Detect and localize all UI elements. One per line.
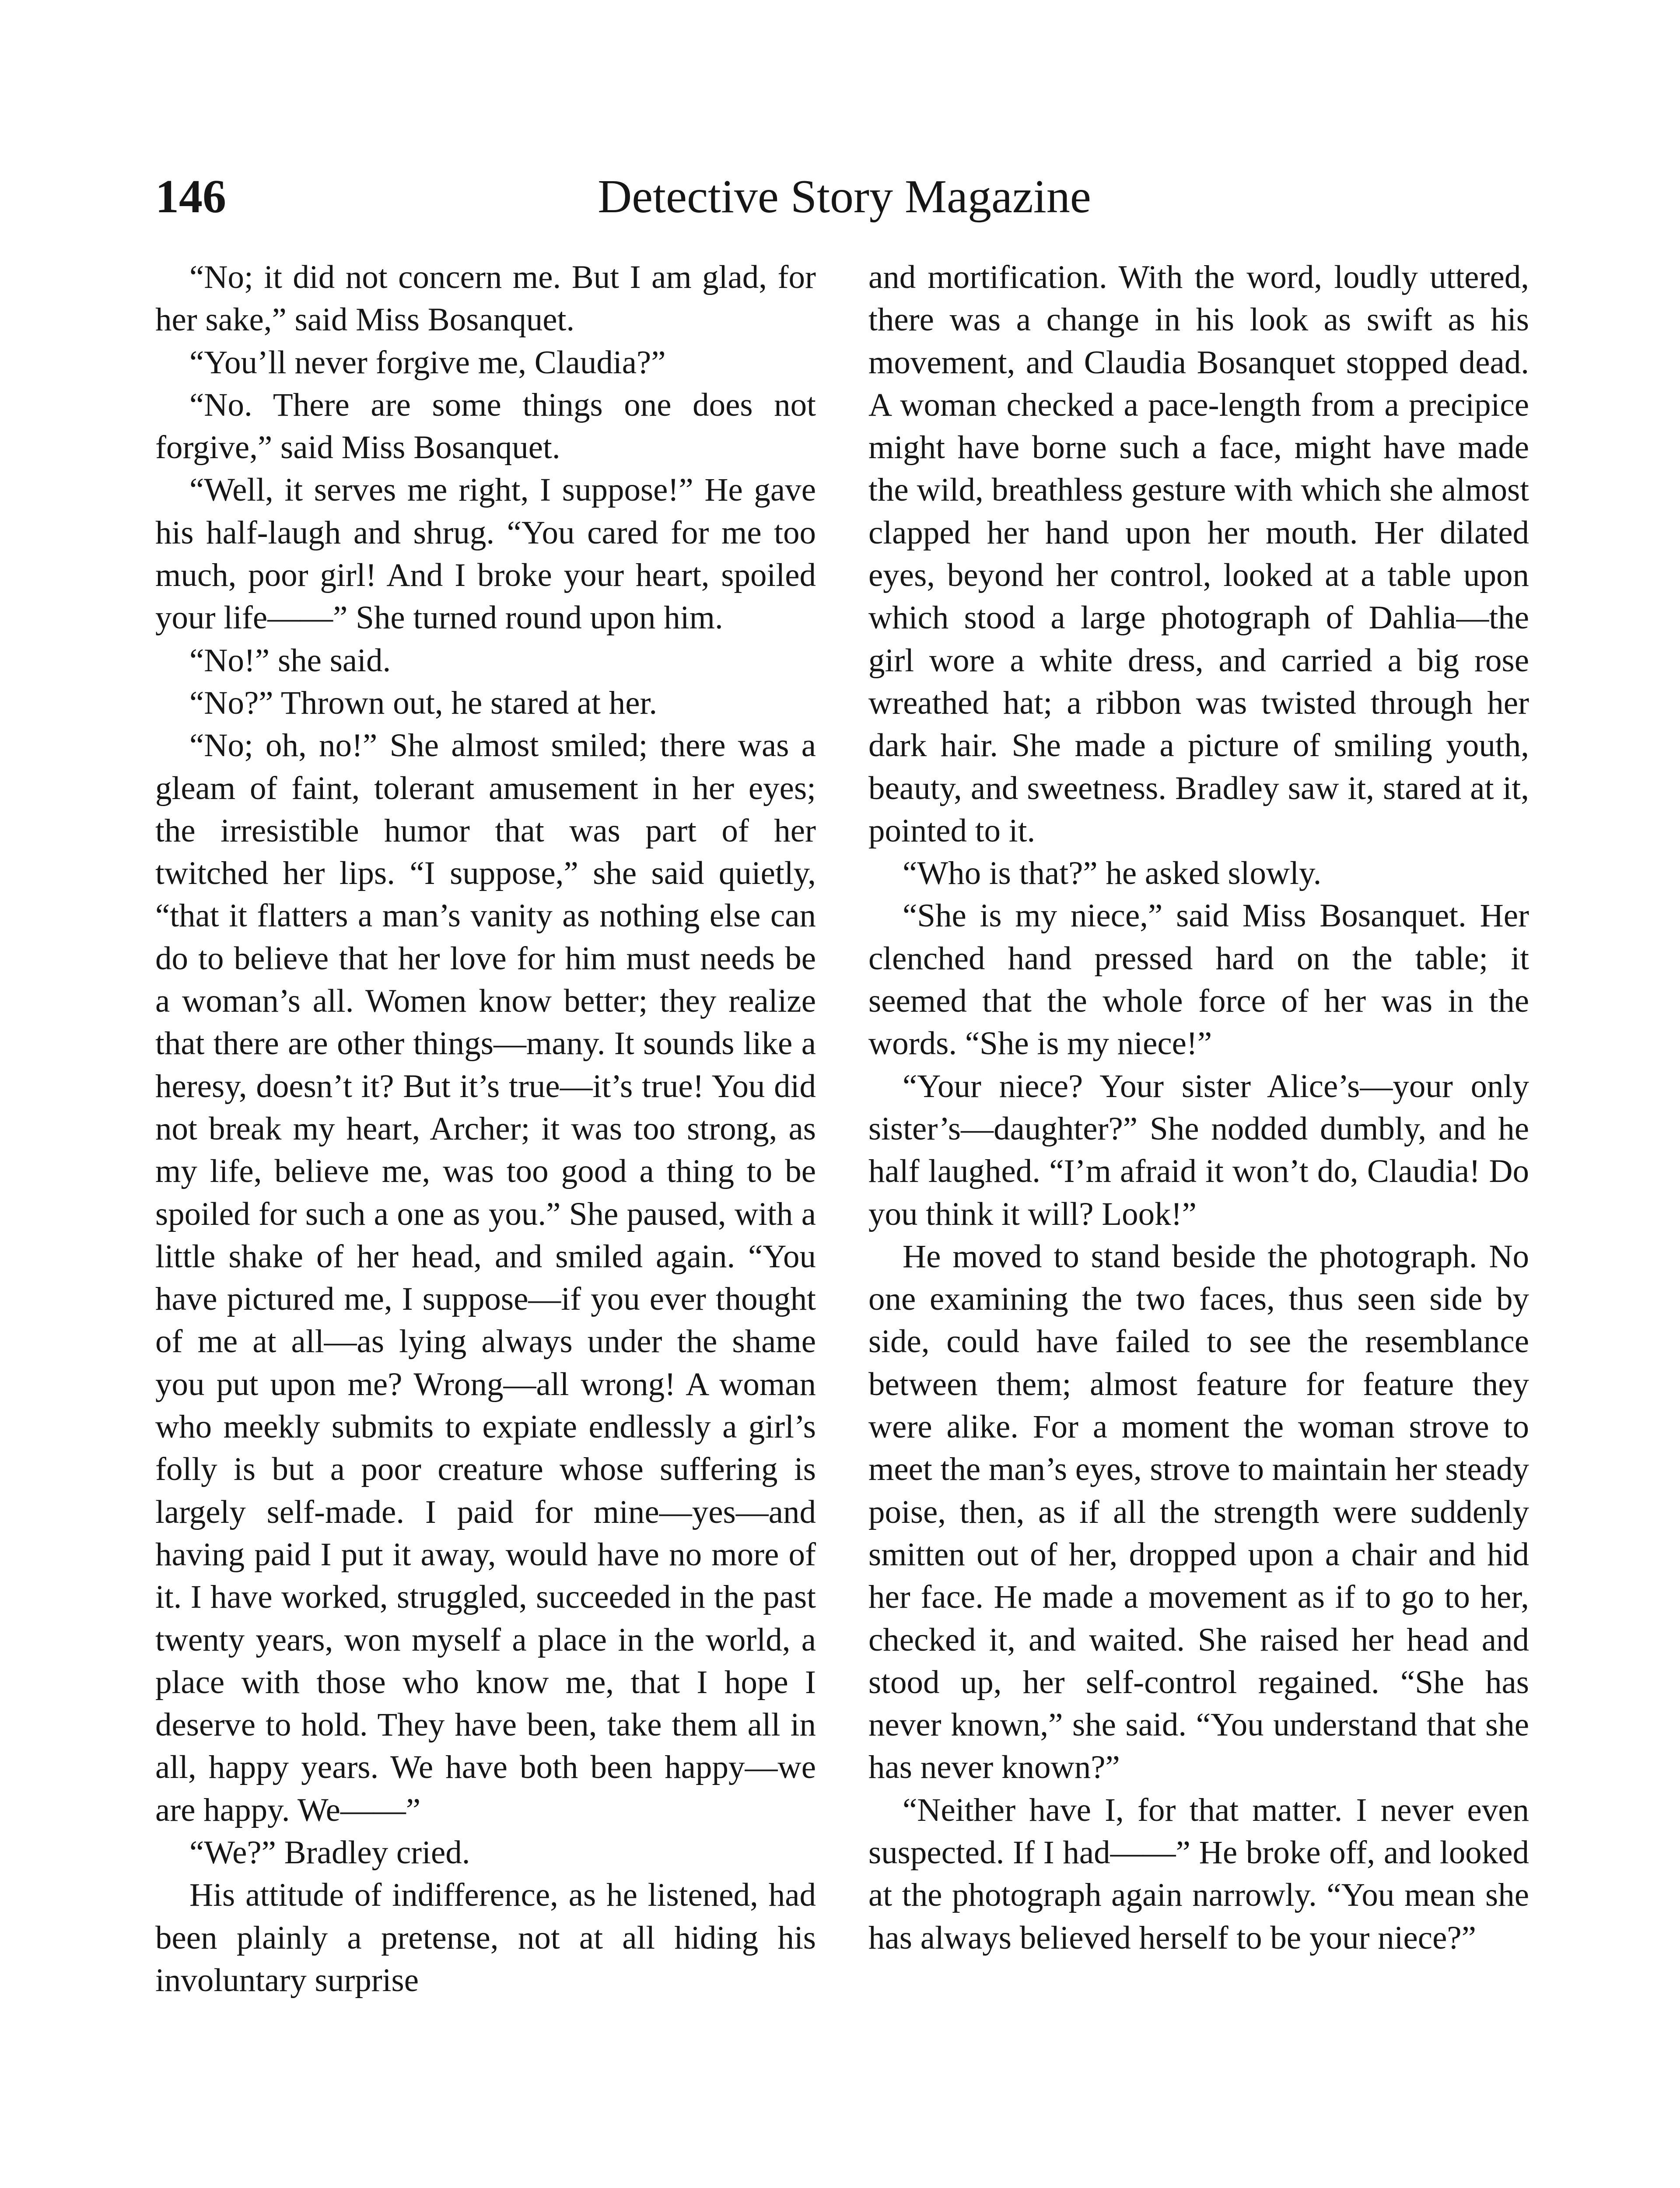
paragraph: “Your niece? Your sister Alice’s—your only sister’s—daughter?” She nodded dumbly, and he half laughed. “I’m afraid it won’t do, Claudia! Do you think it will? Look!” [868, 1068, 1529, 1232]
paragraph: “No; it did not concern me. But I am glad, for her sake,” said Miss Bosanquet. [155, 259, 816, 338]
paragraph: and mortification. With the word, loudly uttered, there was a change in his look as swift as his movement, and Claudia Bosanquet stopped dead. A woman checked a pace-length from a precipice might have borne such a face, might have made the wild, breathless gesture with which she almost clapped her hand upon her mouth. Her dilated eyes, beyond her control, looked at a table upon which stood a large photograph of Dahlia—the girl wore a white dress, and carried a big rose wreathed hat; a ribbon was twisted through her dark hair. She made a picture of smiling youth, beauty, and sweetness. Bradley saw it, stared at it, pointed to it. [868, 259, 1529, 849]
page-number: 146 [155, 171, 226, 223]
paragraph: “Well, it serves me right, I suppose!” He gave his half-laugh and shrug. “You cared for me too much, poor girl! And I broke your heart, spoiled your life——” She turned round upon him. [155, 472, 816, 636]
paragraph: He moved to stand beside the photograph. No one examining the two faces, thus seen side by side, could have failed to see the resemblance between them; almost feature for feature they were alike. For a moment the woman strove to meet the man’s eyes, strove to maintain her steady poise, then, as if all the strength were suddenly smitten out of her, dropped upon a chair and hid her face. He made a movement as if to go to her, checked it, and waited. She raised her head and stood up, her self-control regained. “She has never known,” she said. “You understand that she has never known?” [868, 1238, 1529, 1786]
left-column [155, 256, 816, 2002]
page-header [155, 162, 1533, 232]
right-column [868, 256, 1529, 1959]
page-title: Detective Story Magazine [598, 171, 1091, 223]
paragraph: “No; oh, no!” She almost smiled; there was a gleam of faint, tolerant amusement in her eyes; the irresistible humor that was part of her twitched her lips. “I suppose,” she said quietly, “that it flatters a man’s vanity as nothing else can do to believe that her love for him must needs be a woman’s all. Women know better; they realize that there are other things—many. It sounds like a heresy, doesn’t it? But it’s true—it’s true! You did not break my heart, Archer; it was too strong, as my life, believe me, was too good a thing to be spoiled for such a one as you.” She paused, with a little shake of her head, and smiled again. “You have pictured me, I suppose—if you ever thought of me at all—as lying always under the shame you put upon me? Wrong—all wrong! A woman who meekly submits to expiate endlessly a girl’s folly is but a poor creature whose suffering is largely self-made. I paid for mine—yes—and having paid I put it away, would have no more of it. I have worked, struggled, succeeded in the past twenty years, won myself a place in the world, a place with those who know me, that I hope I deserve to hold. They have been, take them all in all, happy years. We have both been happy—we are happy. We——” [155, 727, 816, 1828]
paragraph: “She is my niece,” said Miss Bosanquet. Her clenched hand pressed hard on the table; it seemed that the whole force of her was in the words. “She is my niece!” [868, 898, 1529, 1062]
paragraph: His attitude of indifference, as he listened, had been plainly a pretense, not at all hiding his involuntary surprise [155, 1877, 816, 1999]
paragraph: “You’ll never forgive me, Claudia?” [189, 344, 666, 381]
paragraph: “No?” Thrown out, he stared at her. [189, 684, 658, 721]
paragraph: “Neither have I, for that matter. I never even suspected. If I had——” He broke off, and looked at the photograph again narrowly. “You mean she has always believed herself to be your niece?” [868, 1792, 1529, 1956]
paragraph: “Who is that?” he asked slowly. [903, 855, 1322, 892]
paragraph: “No!” she said. [189, 642, 391, 679]
paragraph: “We?” Bradley cried. [189, 1834, 470, 1871]
paragraph: “No. There are some things one does not forgive,” said Miss Bosanquet. [155, 386, 816, 466]
